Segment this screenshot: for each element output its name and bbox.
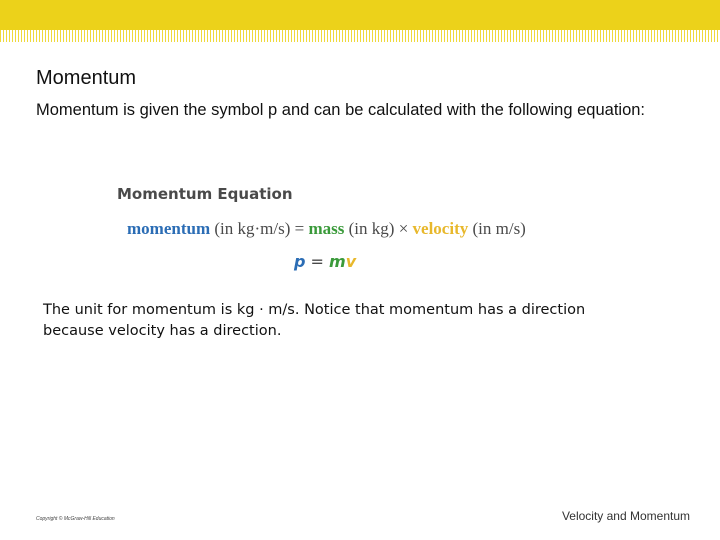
equation-times-sign: × — [398, 219, 413, 238]
equation-symbol-p: p — [294, 252, 306, 271]
equation-symbol-m: m — [329, 252, 346, 271]
equation-momentum-word: momentum — [127, 219, 211, 238]
equation-velocity-unit: (in m/s) — [468, 219, 526, 238]
equation-symbol-equals: = — [305, 252, 330, 271]
copyright-notice: Copyright © McGraw-Hill Education — [36, 516, 115, 522]
equation-equals-sign: = — [294, 219, 309, 238]
body-text: The unit for momentum is kg · m/s. Notice that momentum has a direction because velocity has a direction. — [43, 302, 586, 339]
equation-symbol-v: v — [345, 252, 357, 271]
equation-heading: Momentum Equation — [117, 185, 293, 203]
equation-symbolic-form — [294, 252, 356, 271]
header-band-fade — [0, 30, 720, 42]
equation-mass-word: mass — [308, 219, 345, 238]
equation-word-form — [127, 219, 526, 239]
equation-momentum-unit: (in kg·m/s) — [210, 219, 295, 238]
header-band — [0, 0, 720, 30]
equation-mass-unit: (in kg) — [344, 219, 399, 238]
slide-intro-text: Momentum is given the symbol p and can be calculated with the following equation: — [36, 101, 646, 119]
slide-title: Momentum — [36, 67, 137, 89]
footer-title: Velocity and Momentum — [561, 509, 690, 523]
equation-velocity-word: velocity — [412, 219, 469, 238]
